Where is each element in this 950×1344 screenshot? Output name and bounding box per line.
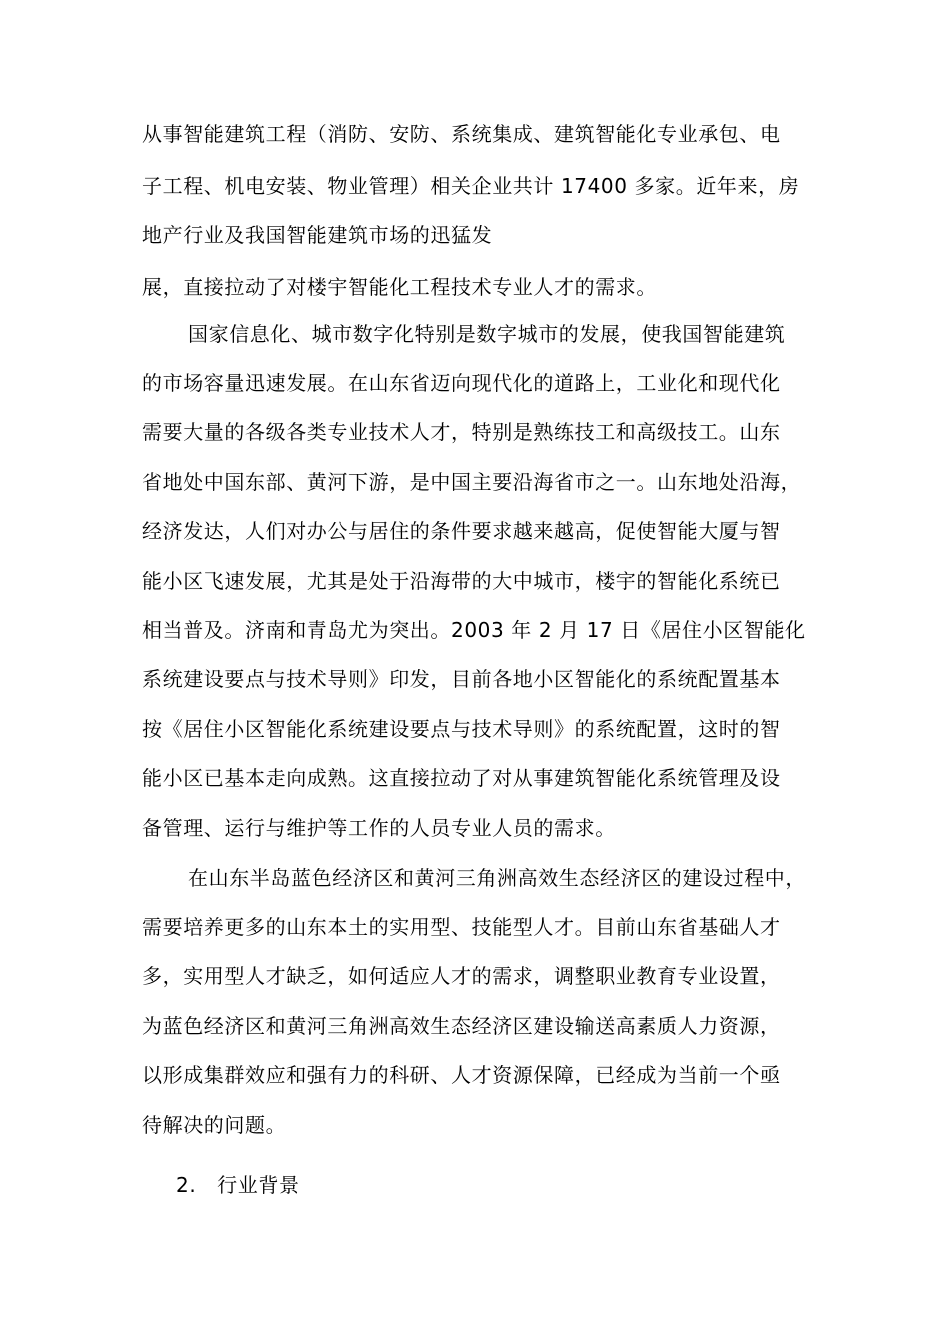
- paragraph-line: 在山东半岛蓝色经济区和黄河三角洲高效生态经济区的建设过程中，: [188, 866, 806, 890]
- paragraph-line: 系统建设要点与技术导则》印发，目前各地小区智能化的系统配置基本: [142, 667, 781, 691]
- paragraph-line: 能小区已基本走向成熟。这直接拉动了对从事建筑智能化系统管理及设: [142, 766, 781, 790]
- paragraph-line: 从事智能建筑工程（消防、安防、系统集成、建筑智能化专业承包、电: [142, 122, 781, 146]
- paragraph-line: 相当普及。济南和青岛尤为突出。2003 年 2 月 17 日《居住小区智能化: [142, 618, 806, 642]
- paragraph-line: 需要培养更多的山东本土的实用型、技能型人才。目前山东省基础人才: [142, 915, 781, 939]
- paragraph-line: 地产行业及我国智能建筑市场的迅猛发: [142, 223, 493, 247]
- section-heading: 2. 行业背景: [176, 1173, 300, 1197]
- paragraph-line: 经济发达，人们对办公与居住的条件要求越来越高，促使智能大厦与智: [142, 519, 781, 543]
- paragraph-line: 备管理、运行与维护等工作的人员专业人员的需求。: [142, 816, 616, 840]
- paragraph-line: 国家信息化、城市数字化特别是数字城市的发展，使我国智能建筑: [188, 322, 786, 346]
- paragraph-line: 按《居住小区智能化系统建设要点与技术导则》的系统配置，这时的智: [142, 717, 781, 741]
- paragraph-line: 的市场容量迅速发展。在山东省迈向现代化的道路上，工业化和现代化: [142, 371, 781, 395]
- paragraph-line: 需要大量的各级各类专业技术人才，特别是熟练技工和高级技工。山东: [142, 420, 781, 444]
- paragraph-line: 省地处中国东部、黄河下游，是中国主要沿海省市之一。山东地处沿海，: [142, 470, 802, 494]
- paragraph-line: 子工程、机电安装、物业管理）相关企业共计 17400 多家。近年来，房: [142, 174, 800, 198]
- paragraph-line: 以形成集群效应和强有力的科研、人才资源保障，已经成为当前一个亟: [142, 1063, 781, 1087]
- paragraph-line: 展，直接拉动了对楼宇智能化工程技术专业人才的需求。: [142, 275, 657, 299]
- paragraph-line: 能小区飞速发展，尤其是处于沿海带的大中城市，楼宇的智能化系统已: [142, 569, 781, 593]
- paragraph-line: 待解决的问题。: [142, 1113, 287, 1137]
- paragraph-line: 多，实用型人才缺乏，如何适应人才的需求，调整职业教育专业设置，: [142, 964, 781, 988]
- paragraph-line: 为蓝色经济区和黄河三角洲高效生态经济区建设输送高素质人力资源，: [142, 1014, 781, 1038]
